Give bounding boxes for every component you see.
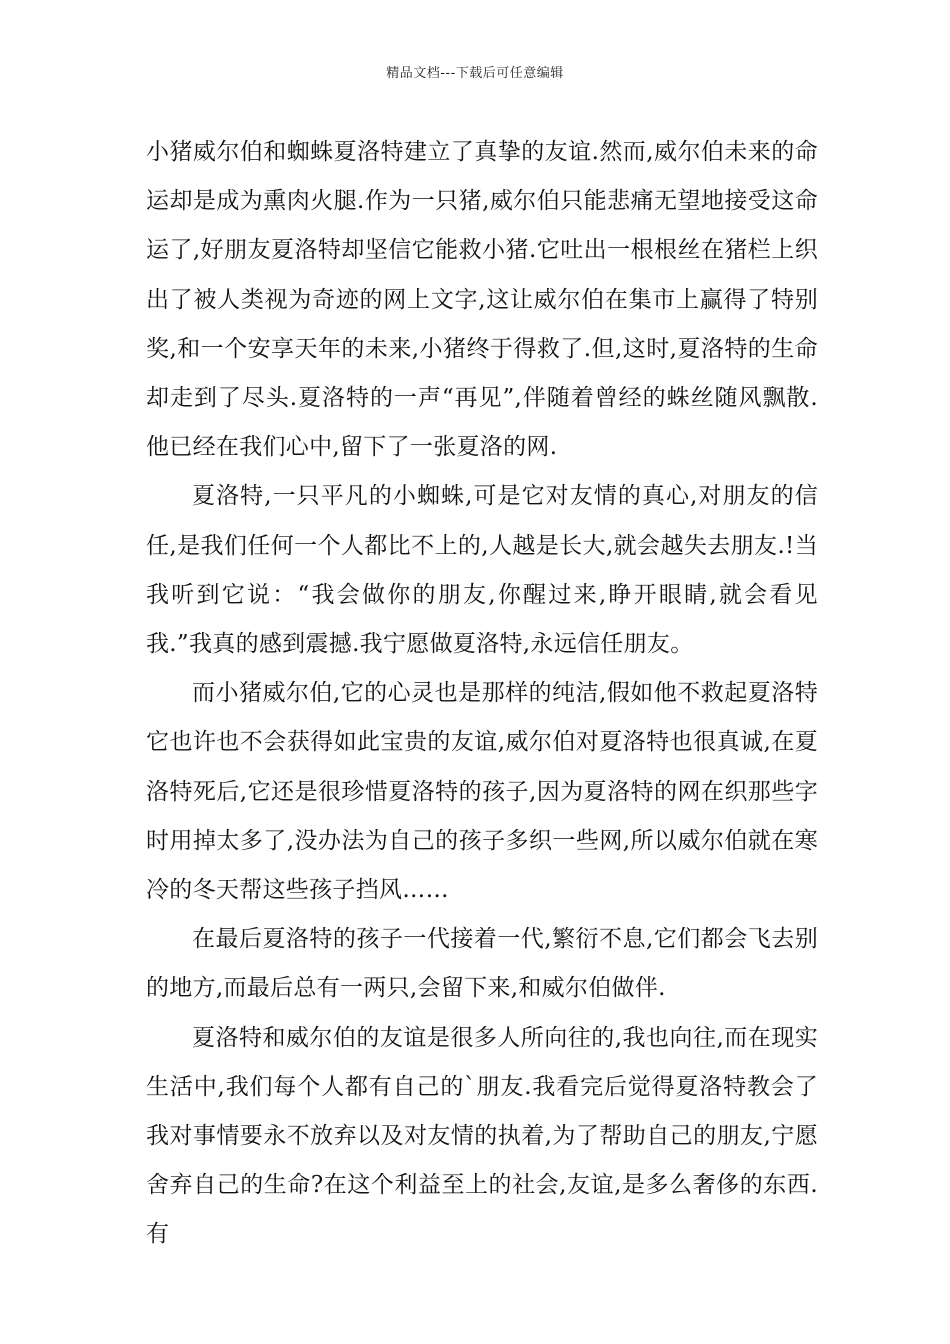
paragraph-2: 夏洛特,一只平凡的小蜘蛛,可是它对友情的真心,对朋友的信任,是我们任何一个人都比不上的,人越是长大,就会越失去朋友.!当我听到它说：“我会做你的朋友,你醒过来,睁开眼睛,就会看见我.”我真的感到震撼.我宁愿做夏洛特,永远信任朋友。: [146, 483, 818, 658]
paragraph-4: 在最后夏洛特的孩子一代接着一代,繁衍不息,它们都会飞去别的地方,而最后总有一两只,会留下来,和威尔伯做伴.: [146, 926, 818, 1002]
paragraph-3: 而小猪威尔伯,它的心灵也是那样的纯洁,假如他不救起夏洛特它也许也不会获得如此宝贵的友谊,威尔伯对夏洛特也很真诚,在夏洛特死后,它还是很珍惜夏洛特的孩子,因为夏洛特的网在织那些字时用掉太多了,没办法为自己的孩子多织一些网,所以威尔伯就在寒冷的冬天帮这些孩子挡风……: [146, 680, 818, 904]
document-body: [146, 128, 818, 1260]
page-header: 精品文档---下载后可任意编辑: [386, 66, 564, 81]
paragraph-1: 小猪威尔伯和蜘蛛夏洛特建立了真挚的友谊.然而,威尔伯未来的命运却是成为熏肉火腿.作为一只猪,威尔伯只能悲痛无望地接受这命运了,好朋友夏洛特却坚信它能救小猪.它吐出一根根丝在猪栏上织出了被人类视为奇迹的网上文字,这让威尔伯在集市上赢得了特别奖,和一个安享天年的未来,小猪终于得救了.但,这时,夏洛特的生命却走到了尽头.夏洛特的一声“再见”,伴随着曾经的蛛丝随风飘散.他已经在我们心中,留下了一张夏洛的网.: [146, 139, 818, 461]
paragraph-5: 夏洛特和威尔伯的友谊是很多人所向往的,我也向往,而在现实生活中,我们每个人都有自己的`朋友.我看完后觉得夏洛特教会了我对事情要永不放弃以及对友情的执着,为了帮助自己的朋友,宁愿舍弃自己的生命?在这个利益至上的社会,友谊,是多么奢侈的东西.有: [146, 1024, 818, 1248]
